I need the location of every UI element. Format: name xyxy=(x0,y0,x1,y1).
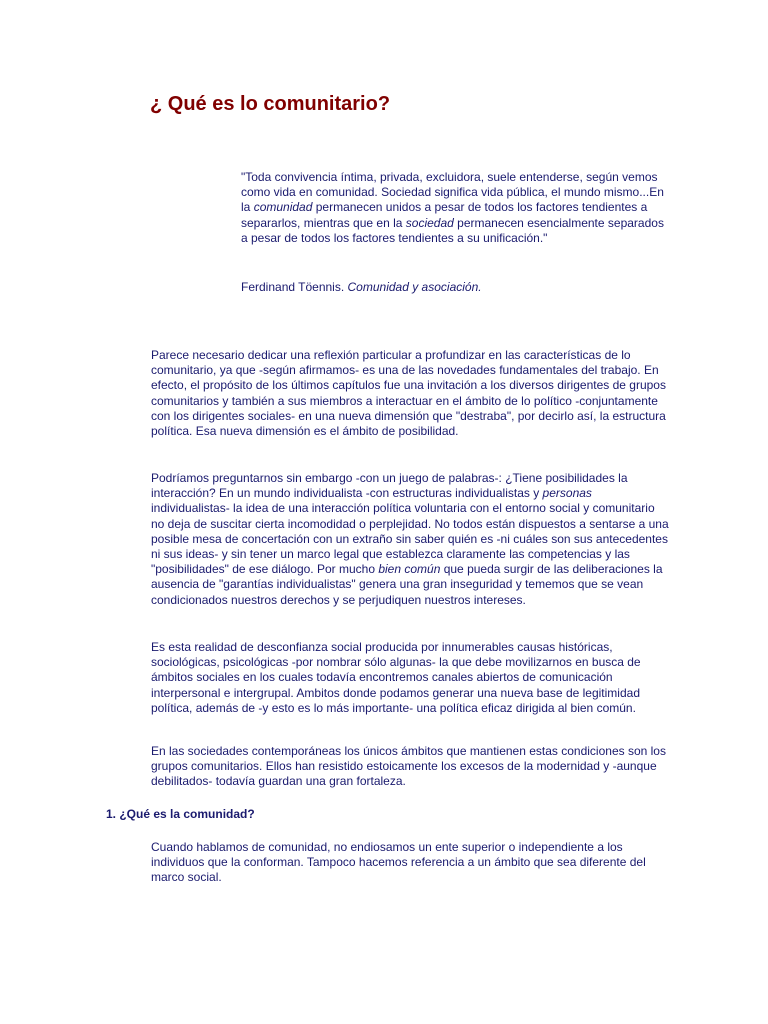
quote-emphasis-comunidad: comunidad xyxy=(253,200,313,215)
paragraph-3: Es esta realidad de desconfianza social producida por innumerables causas históricas, sociológicas, psicológicas -por nombrar sólo algunas- la que debe movilizarnos en busca de ámbitos sociales en los cuales todavía encontremos canales abiertos de comunicación interpersonal e intergrupal. Ambitos donde podamos generar una nueva base de legitimidad política, además de -y esto es lo más importante- una política eficaz dirigida al bien común. xyxy=(151,640,641,715)
section-heading: 1. ¿Qué es la comunidad? xyxy=(106,807,255,821)
epigraph-quote xyxy=(241,170,671,246)
paragraph-2-emphasis-personas: personas xyxy=(542,486,592,501)
quote-text-3: permanecen esencialmente separados a pesar de todos los factores tendientes a su unificación." xyxy=(241,215,664,245)
citation-author: Ferdinand Töennis. xyxy=(241,280,348,294)
paragraph-2-emphasis-bien-comun: bien común xyxy=(378,562,441,577)
paragraph-1: Parece necesario dedicar una reflexión particular a profundizar en las características de lo comunitario, ya que -según afirmamos- es una de las novedades fundamentales del trabajo. En efecto, el propósito de los últimos capítulos fue una invitación a los diversos dirigentes de grupos comunitarios y también a sus miembros a interactuar en el ámbito de lo político -conjuntamente con los dirigentes sociales- en una nueva dimensión que "destraba", por decirlo así, la estructura política. Esa nueva dimensión es el ámbito de posibilidad. xyxy=(151,348,666,439)
epigraph-citation xyxy=(241,280,671,295)
paragraph-2-text-c: que pueda surgir de las deliberaciones la ausencia de "garantías individualistas" genera una gran inseguridad y tememos que se vean condicionados nuestros derechos y se perjudiquen nuestros intereses. xyxy=(151,562,663,607)
page-title: ¿ Qué es lo comunitario? xyxy=(150,93,391,115)
paragraph-4: En las sociedades contemporáneas los únicos ámbitos que mantienen estas condiciones son los grupos comunitarios. Ellos han resistido estoicamente los excesos de la modernidad y -aunque debilitados- todavía guardan una gran fortaleza. xyxy=(151,744,666,789)
citation-work: Comunidad y asociación. xyxy=(347,280,482,294)
quote-emphasis-sociedad: sociedad xyxy=(405,215,454,230)
paragraph-2-text-a: Podríamos preguntarnos sin embargo -con un juego de palabras-: ¿Tiene posibilidades la interacción? En un mundo individualista -con estructuras individualistas y xyxy=(151,471,628,501)
paragraph-5: Cuando hablamos de comunidad, no endiosamos un ente superior o independiente a los individuos que la conforman. Tampoco hacemos referencia a un ámbito que sea diferente del marco social. xyxy=(151,840,646,885)
quote-text-2: permanecen unidos a pesar de todos los factores tendientes a separarlos, mientras que en la xyxy=(241,200,648,230)
paragraph-2-text-b: individualistas- la idea de una interacción política voluntaria con el entorno social y comunitario no deja de suscitar cierta incomodidad o perplejidad. No todos están dispuestos a sentarse a una posible mesa de concertación con un extraño sin saber quién es -ni cuáles son sus antecedentes ni sus ideas- y sin tener un marco legal que establezca claramente las competencias y las "posibilidades" de ese diálogo. Por mucho xyxy=(151,501,669,577)
paragraph-2 xyxy=(151,471,671,608)
quote-text-1: "Toda convivencia íntima, privada, excluidora, suele entenderse, según vemos como vida en comunidad. Sociedad significa vida pública, el mundo mismo...En la xyxy=(241,170,664,215)
